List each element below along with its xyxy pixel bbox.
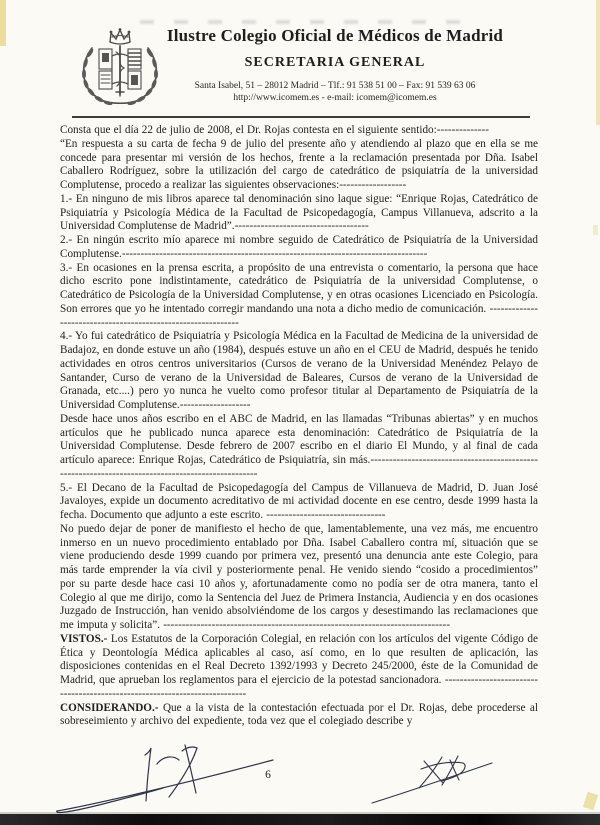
paragraph: 3.- En ocasiones en la prensa escrita, a propósito de una entrevista o comentario, la persona que hace dicho escrito pone indistintamente, catedrático de Psiquiatría de la universidad Complutense, o Catedrático de Psicología de la Universidad Complutense, y en otras ocasiones Licenciado en Psicología. Son errores que yo he intentado corregir mandando una nota a dicho medio de comunicación. ------------------------------------------------------------- <box>60 261 538 329</box>
scan-artifact <box>583 792 598 811</box>
scan-artifact <box>0 0 6 46</box>
contact-line: http://www.icomem.es - e-mail: icomem@icomem.es <box>233 93 437 103</box>
letterhead <box>160 26 510 103</box>
paragraph-vistos: VISTOS.- Los Estatutos de la Corporación Colegial, en relación con los artículos del vigente Código de Ética y Deontología Médica aplicables al caso, así como, en lo que resulten de aplicación, las disposiciones contenidas en el Real Decreto 1392/1993 y Decreto 245/2000, éste de la Comunidad de Madrid, que aprueban los reglamentos para el ejercicio de la potestad sancionadora. --------------------------------------------------------------------------- <box>60 632 538 700</box>
address-line: Santa Isabel, 51 – 28012 Madrid – Tlf.: 91 538 51 00 – Fax: 91 539 63 06 <box>194 81 476 91</box>
scan-artifact <box>593 225 598 235</box>
paragraph: Desde hace unos años escribo en el ABC de Madrid, en las llamadas “Tribunas abiertas” y en muchos artículos que he publicado nunca aparece esta denominación: Catedrático de Psiquiatría de la Universidad Complutense. Desde febrero de 2007 escribo en el diario El Mundo, y al final de cada artículo aparece: Enrique Rojas, Catedrático de Psiquiatría, sin más.-------------------------------------------------------------------------------------------------- <box>60 412 538 480</box>
paragraph: 5.- El Decano de la Facultad de Psicopedagogía del Campus de Villanueva de Madrid, D. Juan José Javaloyes, expide un documento acreditativo de mi actividad docente en ese centro, desde 1999 hasta la fecha. Documento que adjunto a este escrito. -------------------------------- <box>60 481 538 521</box>
scan-artifact <box>596 0 600 125</box>
paragraph: Consta que el día 22 de julio de 2008, el Dr. Rojas contesta en el siguiente sentido:-------------- <box>60 124 489 136</box>
coat-of-arms-icon <box>70 26 170 116</box>
handwritten-signature-left <box>45 731 300 821</box>
organization-title: Ilustre Colegio Oficial de Médicos de Madrid <box>166 26 504 45</box>
paragraph: 1.- En ninguno de mis libros aparece tal denominación sino laque sigue: “Enrique Rojas, Catedrático de Psiquiatría y Psicología Médica de la Facultad de Psicopedagogía, Campus Villanueva, adscrito a la Universidad Complutense de Madrid”.------------------------------------ <box>60 192 538 233</box>
handwritten-signature-right <box>366 747 501 809</box>
paragraph: 2.- En ningún escrito mío aparece mi nombre seguido de Catedrático de Psiquiatría de la Universidad Complutense.---------------------------------------------------------------------------------- <box>60 234 538 260</box>
document-body <box>60 124 538 766</box>
paragraph: 4.- Yo fui catedrático de Psiquiatría y Psicología Médica en la Facultad de Medicina de la universidad de Badajoz, en donde estuve un año (1984), después estuve un año en el CEU de Madrid, después he tenido actividades en otros centros universitarios (Cursos de verano de la Universidad Menéndez Pelayo de Santander, Curso de verano de la Universidad de Baleares, Cursos de verano de la Universidad de Granada, etc....) pero yo nunca he vuelto como profesor titular al Departamento de Psiquiatría de la Universidad Complutense.------------------- <box>60 330 538 411</box>
header-divider <box>72 116 530 118</box>
page-number: 6 <box>265 769 271 781</box>
department-subtitle: SECRETARIA GENERAL <box>244 55 426 70</box>
scan-artifact <box>140 20 470 24</box>
paragraph-considerando: CONSIDERANDO.- Que a la vista de la contestación efectuada por el Dr. Rojas, debe procederse al sobreseimiento y archivo del expediente, toda vez que el colegiado describe y <box>60 701 538 728</box>
paragraph: “En respuesta a su carta de fecha 9 de julio del presente año y atendiendo al plazo que en ella se me concede para presentar mi versión de los hechos, frente a la reclamación presentada por Dña. Isabel Caballero Rodríguez, sobre la utilización del cargo de catedrático de psiquiatría de la universidad Complutense, procedo a realizar las siguientes observaciones:------------------ <box>60 137 538 191</box>
paragraph: No puedo dejar de poner de manifiesto el hecho de que, lamentablemente, una vez más, me encuentro inmerso en un nuevo procedimiento entablado por Dña. Isabel Caballero contra mí, situación que se viene produciendo desde 1999 cuando por primera vez, presentó una denuncia ante este Colegio, para más tarde emprender la vía civil y posteriormente penal. He venido siendo “cosido a procedimientos” por su parte desde hace casi 10 años y, afortunadamente como no podía ser de otra manera, tanto el Colegio al que me dirijo, como la Sentencia del Juez de Primera Instancia, Audiencia y en dos ocasiones Juzgado de Instrucción, han venido absolviéndome de los cargos y desestimando las reclamaciones que me imputa y solicita”. ----------------------------------------------------------------------------- <box>60 522 538 631</box>
